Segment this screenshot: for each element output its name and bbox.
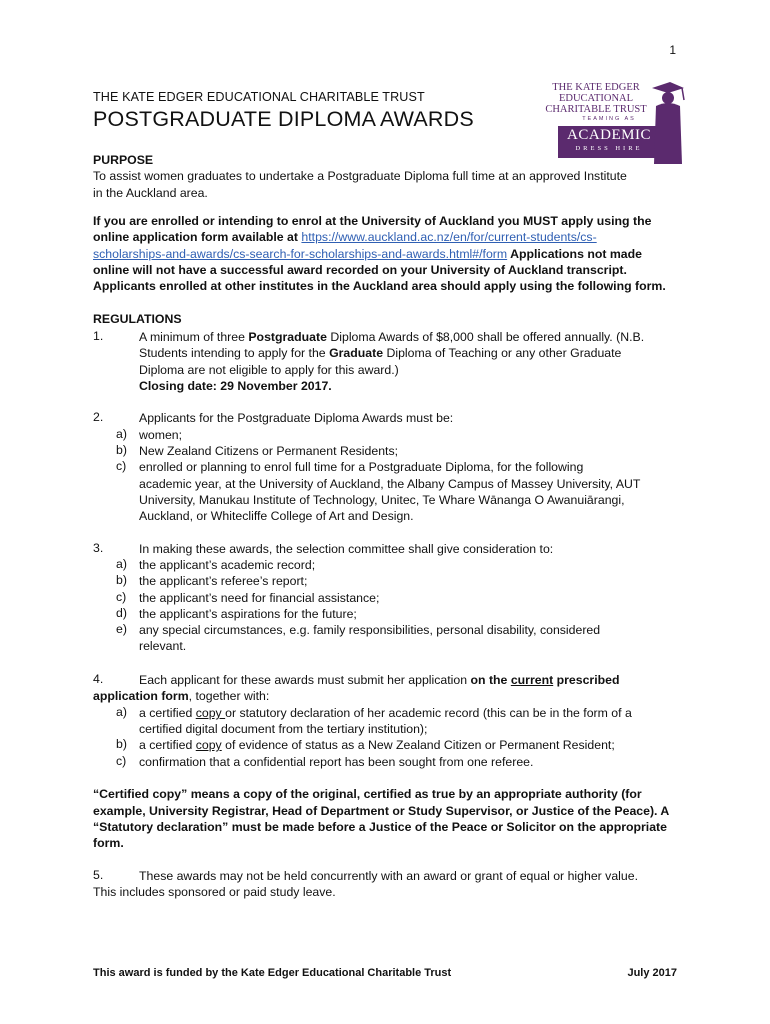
reg1-l1b: Postgraduate	[248, 330, 327, 344]
reg3-b: the applicant’s referee’s report;	[139, 574, 308, 588]
notice-line3-text: Applications not made	[507, 247, 642, 261]
reg2-c4: Auckland, or Whitecliffe College of Art and Design.	[139, 509, 414, 523]
reg1-number: 1.	[93, 329, 104, 343]
reg5-number: 5.	[93, 868, 104, 882]
notice-line4: online will not have a successful award recorded on your University of Auckland transcript.	[93, 263, 627, 277]
reg4-b-copy: copy	[195, 738, 222, 752]
reg5-line2: This includes sponsored or paid study leave.	[93, 885, 336, 899]
notice-line1: If you are enrolled or intending to enrol at the University of Auckland you MUST apply using the	[93, 214, 652, 228]
reg2-c2: academic year, at the University of Auckland, the Albany Campus of Massey University, AUT	[139, 477, 641, 491]
reg3-a-label: a)	[116, 557, 127, 571]
reg2-intro: Applicants for the Postgraduate Diploma Awards must be:	[139, 411, 454, 425]
reg3-a: the applicant’s academic record;	[139, 558, 316, 572]
logo-line2: EDUCATIONAL	[558, 93, 634, 104]
reg2-b: New Zealand Citizens or Permanent Residents;	[139, 444, 399, 458]
reg4-number: 4.	[93, 672, 104, 686]
reg3-d: the applicant’s aspirations for the future;	[139, 607, 357, 621]
reg4-c: confirmation that a confidential report has been sought from one referee.	[139, 755, 534, 769]
reg2-c-label: c)	[116, 459, 127, 473]
reg2-a: women;	[139, 428, 183, 442]
reg4-l1b: on the	[470, 673, 511, 687]
logo-line1: THE KATE EDGER	[552, 82, 640, 93]
reg3-number: 3.	[93, 541, 104, 555]
logo-brand: ACADEMIC	[566, 127, 651, 143]
org-name: THE KATE EDGER EDUCATIONAL CHARITABLE TRUST	[93, 90, 425, 104]
reg4-b-post: of evidence of status as a New Zealand Citizen or Permanent Resident;	[221, 738, 615, 752]
reg2-b-label: b)	[116, 443, 127, 457]
reg4-a1	[139, 705, 684, 721]
reg4-b	[139, 737, 684, 753]
page-number: 1	[669, 43, 676, 57]
certified-line1: “Certified copy” means a copy of the original, certified as true by an appropriate authority (for	[93, 787, 642, 801]
certified-line3: “Statutory declaration” must be made before a Justice of the Peace or Solicitor on the appropriate	[93, 820, 667, 834]
reg1-l2a: Students intending to apply for the	[139, 346, 330, 360]
reg1-l2c: Diploma of Teaching or any other Graduate	[383, 346, 622, 360]
page-title: POSTGRADUATE DIPLOMA AWARDS	[93, 107, 474, 131]
notice-line2-text: online application form available at	[93, 230, 302, 244]
reg4-a1-copy: copy	[195, 706, 226, 720]
application-form-link-part2[interactable]: scholarships-and-awards/cs-search-for-scholarships-and-awards.html#/form	[93, 247, 508, 261]
reg1-l2b: Graduate	[329, 346, 384, 360]
reg4-a1-post: or statutory declaration of her academic record (this can be in the form of a	[225, 706, 632, 720]
reg4-line1	[139, 672, 684, 688]
reg5-line1: These awards may not be held concurrently with an award or grant of equal or higher value.	[139, 869, 638, 883]
reg3-d-label: d)	[116, 606, 127, 620]
notice-line5: Applicants enrolled at other institutes in the Auckland area should apply using the following form.	[93, 279, 666, 293]
reg4-l2b: , together with:	[188, 689, 270, 703]
application-form-link-part1[interactable]: https://www.auckland.ac.nz/en/for/current-students/cs-	[301, 230, 597, 244]
reg4-line2	[93, 688, 683, 704]
reg2-number: 2.	[93, 410, 104, 424]
reg4-b-pre: a certified	[139, 738, 196, 752]
reg3-intro: In making these awards, the selection committee shall give consideration to:	[139, 542, 554, 556]
notice-line2	[93, 229, 683, 245]
reg3-e2: relevant.	[139, 639, 187, 653]
reg3-e1: any special circumstances, e.g. family responsibilities, personal disability, considered	[139, 623, 601, 637]
reg2-c3: University, Manukau Institute of Technology, Unitec, Te Whare Wānanga O Awanuiārangi,	[139, 493, 625, 507]
reg4-a1-pre: a certified	[139, 706, 196, 720]
logo-sub: DRESS HIRE	[575, 145, 643, 152]
reg4-b-label: b)	[116, 737, 127, 751]
reg3-e-label: e)	[116, 622, 127, 636]
reg1-line3: Diploma are not eligible to apply for this award.)	[139, 363, 399, 377]
purpose-text-line2: in the Auckland area.	[93, 186, 208, 200]
reg4-l2a: application form	[93, 689, 189, 703]
reg4-c-label: c)	[116, 754, 127, 768]
closing-date: Closing date: 29 November 2017.	[139, 379, 332, 393]
reg4-l1d: prescribed	[553, 673, 620, 687]
certified-line4: form.	[93, 836, 124, 850]
reg4-a2: certified digital document from the tertiary institution);	[139, 722, 428, 736]
reg2-a-label: a)	[116, 427, 127, 441]
reg4-a-label: a)	[116, 705, 127, 719]
purpose-heading: PURPOSE	[93, 153, 154, 167]
notice-line3	[93, 246, 683, 262]
purpose-text-line1: To assist women graduates to undertake a Postgraduate Diploma full time at an approved Institute	[93, 169, 627, 183]
reg1-l1c: Diploma Awards of $8,000 shall be offered annually. (N.B.	[326, 330, 645, 344]
reg1-line1	[139, 329, 684, 345]
certified-line2: example, University Registrar, Head of Department or Study Supervisor, or Justice of the Peace). A	[93, 804, 670, 818]
logo-teaming: TEAMING AS	[582, 116, 636, 122]
footer-date: July 2017	[627, 967, 677, 979]
reg4-l1a: Each applicant for these awards must submit her application	[139, 673, 471, 687]
reg1-l1a: A minimum of three	[139, 330, 249, 344]
logo-line3: CHARITABLE TRUST	[545, 104, 647, 115]
reg3-b-label: b)	[116, 573, 127, 587]
reg1-line2	[139, 345, 684, 361]
reg3-c: the applicant’s need for financial assistance;	[139, 591, 380, 605]
reg2-c1: enrolled or planning to enrol full time for a Postgraduate Diploma, for the following	[139, 460, 584, 474]
footer-funded-by: This award is funded by the Kate Edger Educational Charitable Trust	[93, 967, 452, 979]
reg3-c-label: c)	[116, 590, 127, 604]
reg4-l1c: current	[510, 673, 554, 687]
regulations-heading: REGULATIONS	[93, 312, 182, 326]
